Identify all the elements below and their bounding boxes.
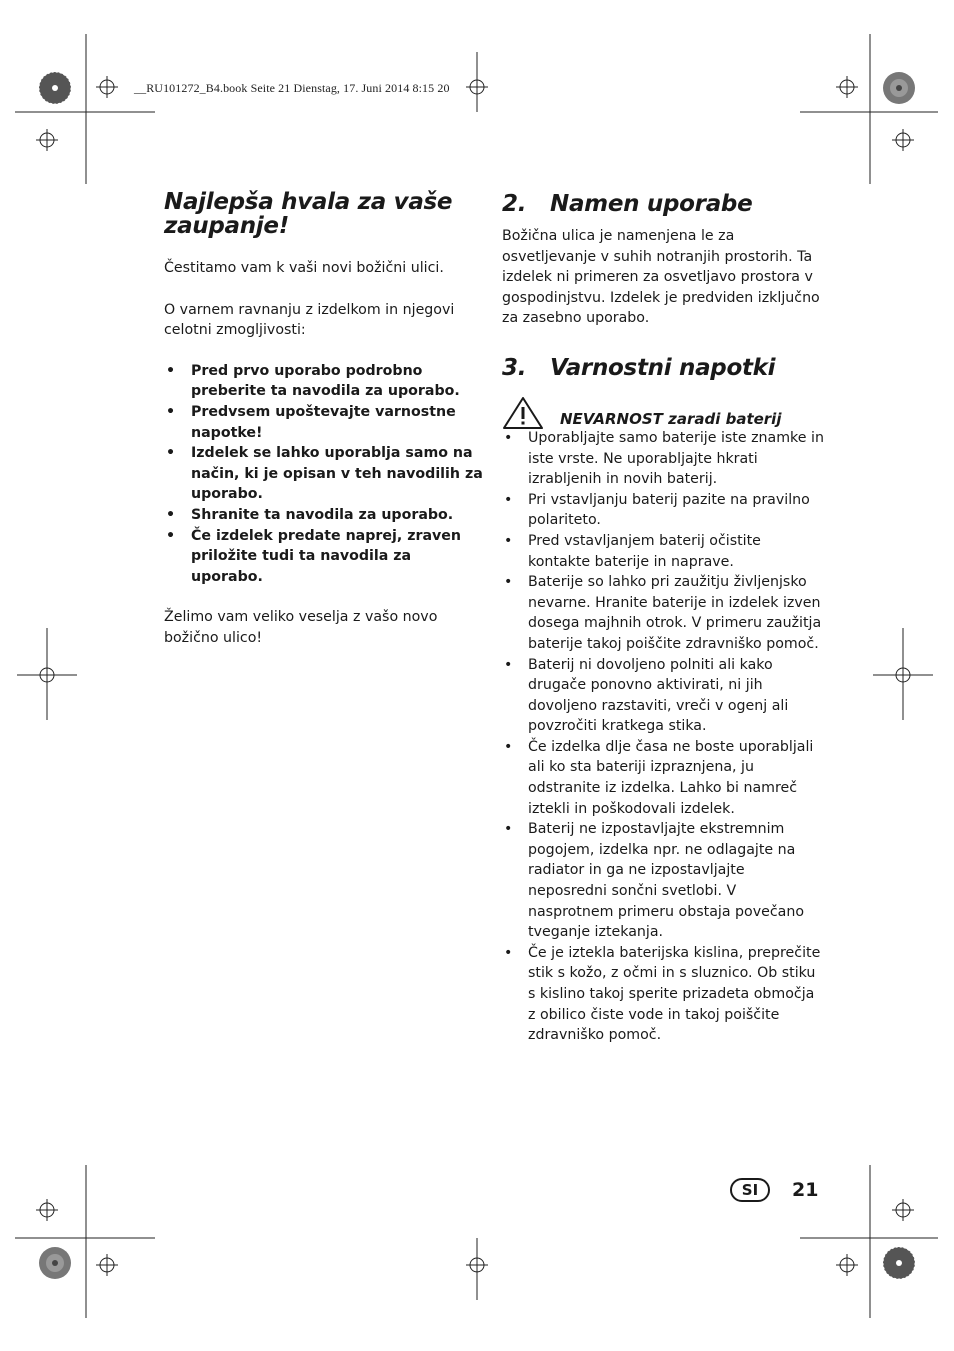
list-item: • Pred prvo uporabo podrobno preberite ta navodila za uporabo. (166, 362, 460, 400)
handling-paragraph: O varnem ravnanju z izdelkom in njegovi celotni zmogljivosti: (164, 301, 455, 339)
list-item: • Pri vstavljanju baterij pazite na pravilno polariteto. (504, 491, 810, 529)
list-item: • Če izdelka dlje časa ne boste uporabljali ali ko sta bateriji izpraznjena, ju odstranite iz izdelka. Lahko bi namreč iztekli in poškodovali izdelek. (504, 738, 814, 817)
print-header: __RU101272_B4.book Seite 21 Dienstag, 17. Juni 2014 8:15 20 (134, 81, 450, 95)
intro-paragraph: Čestitamo vam k vaši novi božični ulici. (164, 260, 444, 276)
danger-notice (502, 396, 824, 430)
list-item: • Če je iztekla baterijska kislina, preprečite stik s kožo, z očmi in s sluznico. Ob stiku s kislino takoj sperite prizadeta območja z obilico čiste vode in takoj poiščite zdravniško pomoč. (504, 944, 821, 1044)
list-item: • Če izdelek predate naprej, zraven priložite tudi ta navodila za uporabo. (166, 527, 462, 585)
list-item: • Shranite ta navodila za uporabo. (166, 506, 454, 523)
list-item: • Baterij ne izpostavljajte ekstremnim pogojem, izdelka npr. ne odlagajte na radiator in ga ne izpostavljajte neposredni sončni svetlobi. V nasprotnem primeru obstaja povečano tveganje iztekanja. (504, 821, 805, 941)
section-number: 2. (502, 191, 527, 217)
closing-paragraph: Želimo vam veliko veselja z vašo novo božično ulico! (164, 609, 438, 646)
page-title: Najlepša hvala za vaše zaupanje! (164, 189, 453, 239)
list-item: • Baterije so lahko pri zaužitju življenjsko nevarne. Hranite baterije in izdelek izven dosega majhnih otrok. V primeru zaužitja baterije takoj poiščite zdravniško pomoč. (504, 574, 822, 652)
list-item: • Predvsem upoštevajte varnostne napotke! (166, 403, 456, 441)
crosshair-tl (96, 76, 118, 98)
list-item: • Uporabljajte samo baterije iste znamke in iste vrste. Ne uporabljajte hkrati izrabljenih in novih baterij. (504, 429, 824, 488)
instructions-list (164, 361, 484, 588)
list-item: • Izdelek se lahko uporablja samo na način, ki je opisan v teh navodilih za uporabo. (166, 445, 483, 503)
page-footer (730, 1178, 818, 1202)
page-number: 21 (792, 1179, 819, 1201)
section-title: Varnostni napotki (550, 354, 776, 381)
intended-use-text: Božična ulica je namenjena le za osvetljevanje v suhih notranjih prostorih. Ta izdelek ni primeren za osvetljavo prostora v gospodinjstvu. Izdelek je predviden izključno za zasebno uporabo. (502, 228, 820, 327)
battery-safety-list (502, 428, 824, 1046)
section-2-heading (502, 190, 824, 218)
left-column (164, 190, 484, 649)
language-badge: SI (730, 1178, 770, 1202)
right-column (502, 190, 824, 1046)
list-item: • Baterij ni dovoljeno polniti ali kako drugače ponovno aktivirati, ni jih dovoljeno razstaviti, vreči v ogenj ali povzročiti kratkega stika. (504, 656, 789, 735)
section-3-heading (502, 354, 824, 382)
section-title: Namen uporabe (550, 191, 753, 217)
list-item: • Pred vstavljanjem baterij očistite kontakte baterije in naprave. (504, 532, 761, 570)
danger-label: NEVARNOST zaradi baterij (560, 409, 782, 428)
section-number: 3. (502, 354, 527, 381)
warning-triangle-icon (502, 396, 544, 430)
